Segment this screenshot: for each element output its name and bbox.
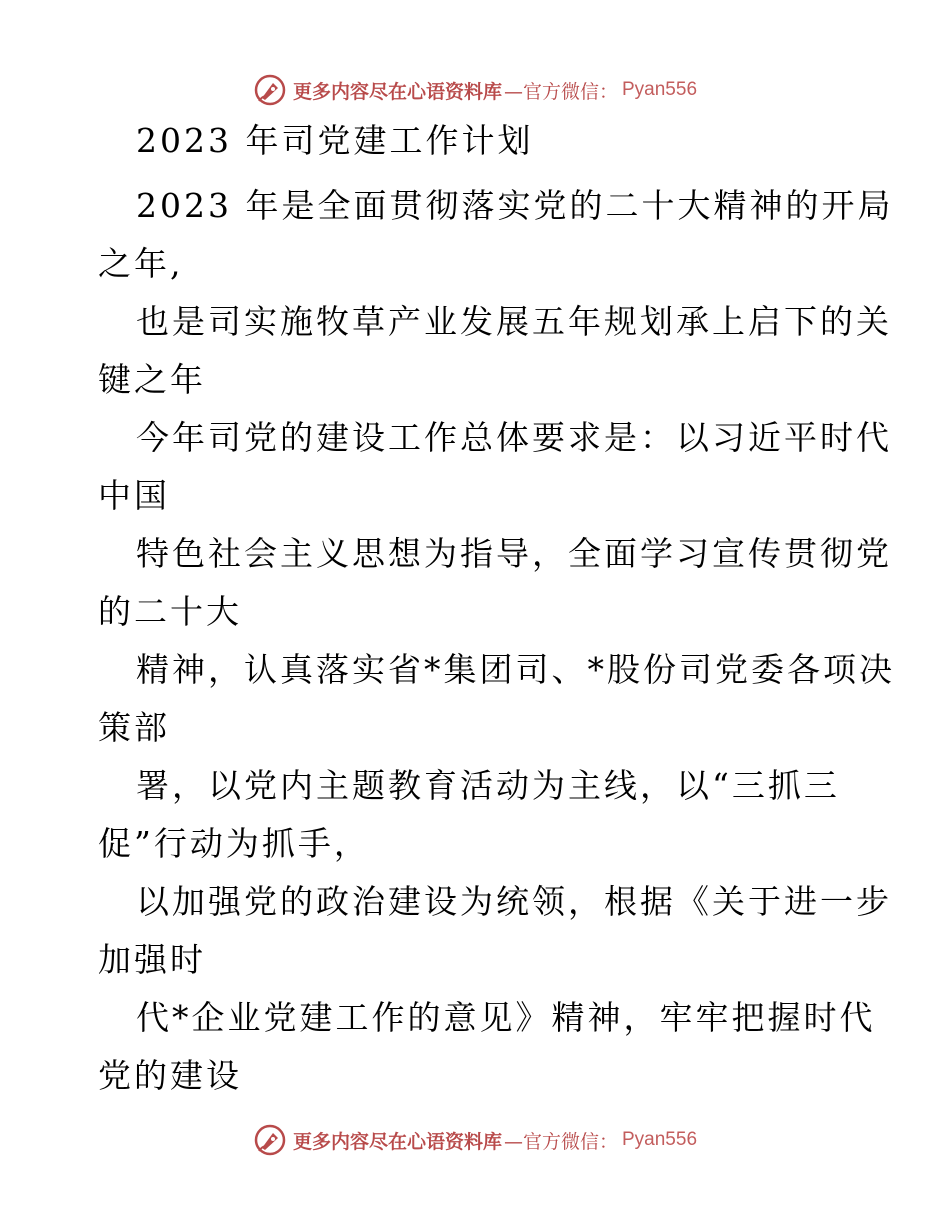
paragraph-line: 加强时 bbox=[98, 940, 206, 979]
paragraph-line: 特色社会主义思想为指导，全面学习宣传贯彻党 bbox=[136, 534, 892, 573]
paragraph-line: 之年, bbox=[98, 244, 184, 283]
paragraph-line: 精神，认真落实省*集团司、*股份司党委各项决 bbox=[136, 650, 895, 689]
paragraph-line: 党的建设 bbox=[98, 1056, 242, 1095]
pen-nib-circle-icon bbox=[253, 1123, 287, 1157]
paragraph-line: 中国 bbox=[98, 476, 170, 515]
paragraph-line: 2023 年是全面贯彻落实党的二十大精神的开局 bbox=[136, 186, 894, 225]
paragraph-line: 也是司实施牧草产业发展五年规划承上启下的关 bbox=[136, 302, 892, 341]
banner-official-label: —官方微信： bbox=[503, 80, 618, 103]
paragraph-line: 今年司党的建设工作总体要求是：以习近平时代 bbox=[136, 418, 892, 457]
paragraph-line: 以加强党的政治建设为统领，根据《关于进一步 bbox=[136, 882, 892, 921]
banner-wechat-id: Pyan556 bbox=[622, 1129, 698, 1150]
footer-banner bbox=[0, 1120, 950, 1160]
banner-wechat-id: Pyan556 bbox=[622, 79, 698, 100]
paragraph-line: 促”行动为抓手， bbox=[98, 824, 370, 863]
paragraph-line: 的二十大 bbox=[98, 592, 242, 631]
paragraph-line: 代*企业党建工作的意见》精神，牢牢把握时代 bbox=[136, 998, 876, 1037]
paragraph-line: 署，以党内主题教育活动为主线，以“三抓三 bbox=[136, 766, 840, 805]
paragraph-line: 策部 bbox=[98, 708, 170, 747]
paragraph-line: 键之年 bbox=[98, 360, 206, 399]
banner-main-text: 更多内容尽在心语资料库 bbox=[292, 80, 502, 103]
header-banner bbox=[0, 70, 950, 110]
banner-official-label: —官方微信： bbox=[503, 1130, 618, 1153]
pen-nib-circle-icon bbox=[253, 73, 287, 107]
document-title: 2023 年司党建工作计划 bbox=[136, 121, 534, 160]
banner-main-text: 更多内容尽在心语资料库 bbox=[292, 1130, 502, 1153]
